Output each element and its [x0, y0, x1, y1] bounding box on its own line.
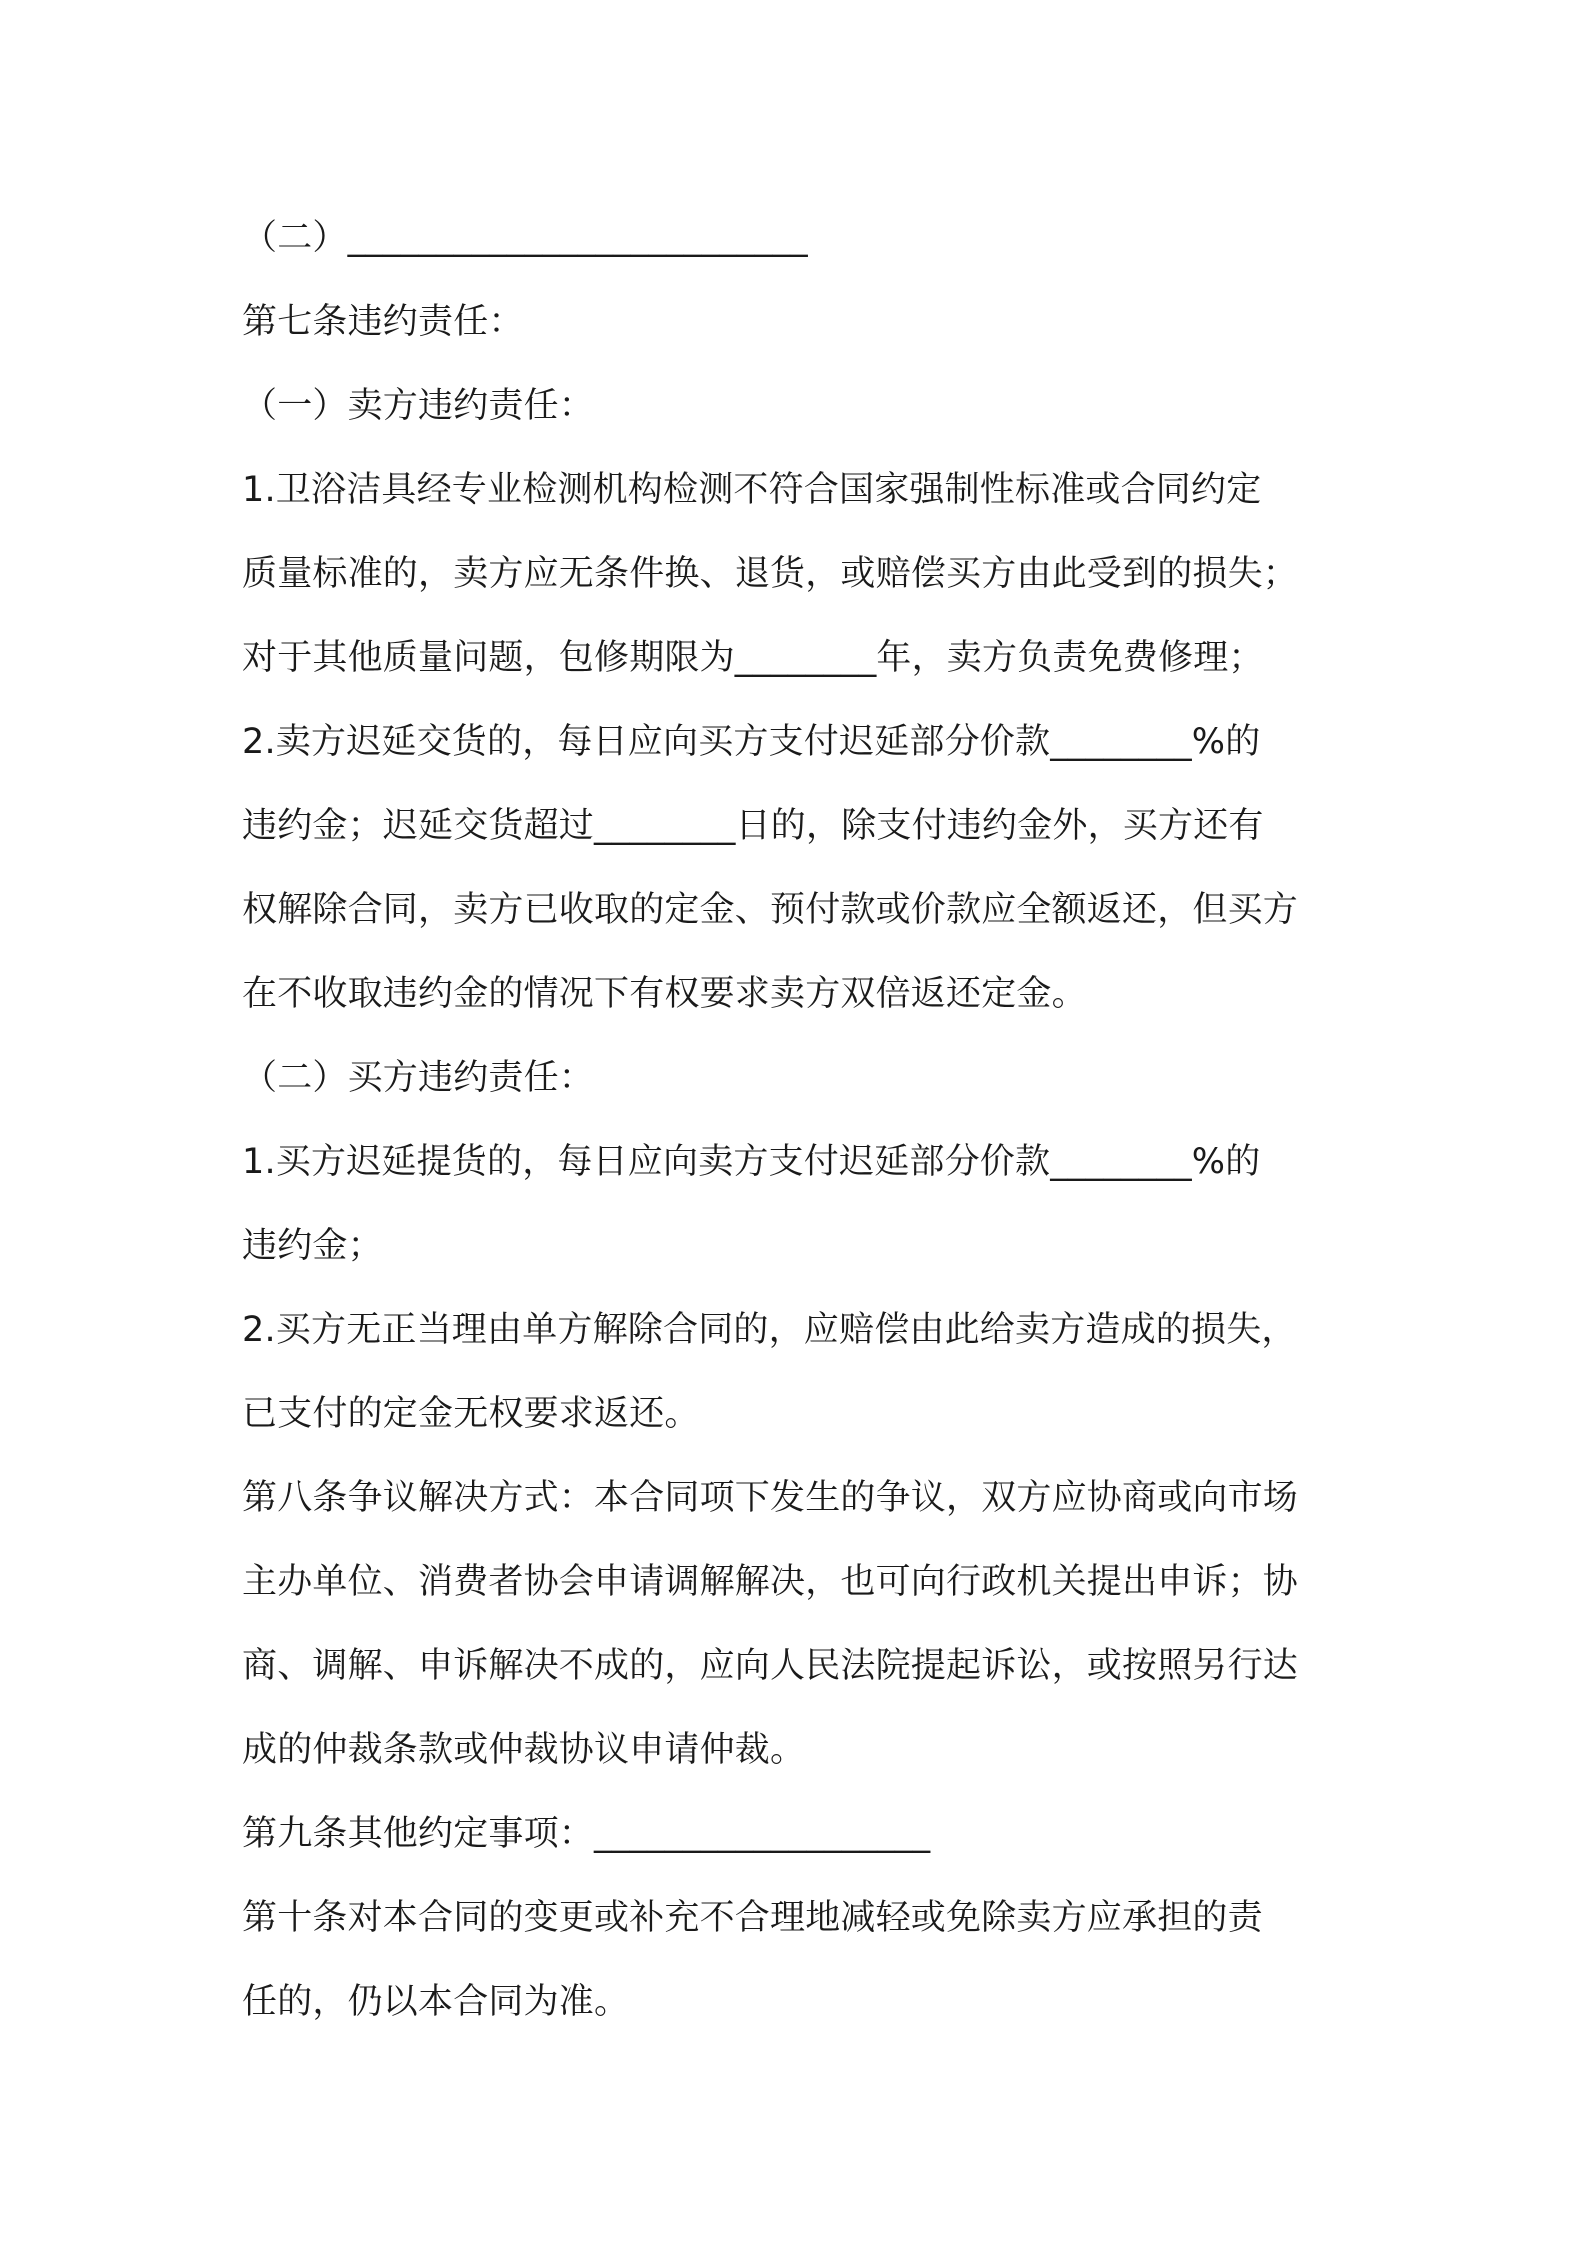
paragraph-line: 1.买方迟延提货的，每日应向卖方支付迟延部分价款________%的: [242, 1142, 1261, 1182]
paragraph-line: 违约金；: [242, 1226, 383, 1266]
paragraph-line: 1.卫浴洁具经专业检测机构检测不符合国家强制性标准或合同约定: [242, 470, 1262, 510]
article-7-heading: 第七条违约责任：: [242, 302, 524, 342]
paragraph-line: 对于其他质量问题，包修期限为________年，卖方负责免费修理；: [242, 638, 1264, 678]
paragraph-line: 已支付的定金无权要求返还。: [242, 1394, 700, 1434]
paragraph-line: 2.卖方迟延交货的，每日应向买方支付迟延部分价款________%的: [242, 722, 1261, 762]
contract-text: [242, 196, 1352, 2044]
article-10-line: 第十条对本合同的变更或补充不合理地减轻或免除卖方应承担的责: [242, 1898, 1263, 1938]
paragraph-line: 2.买方无正当理由单方解除合同的，应赔偿由此给卖方造成的损失，: [242, 1310, 1297, 1350]
buyer-liability-heading: （二）买方违约责任：: [242, 1058, 595, 1098]
paragraph-line: 在不收取违约金的情况下有权要求卖方双倍返还定金。: [242, 974, 1087, 1014]
article-8-line: 第八条争议解决方式：本合同项下发生的争议，双方应协商或向市场: [242, 1478, 1299, 1518]
paragraph-line: 权解除合同，卖方已收取的定金、预付款或价款应全额返还，但买方: [242, 890, 1299, 930]
paragraph-line: 主办单位、消费者协会申请调解解决，也可向行政机关提出申诉；协: [242, 1562, 1299, 1602]
seller-liability-heading: （一）卖方违约责任：: [242, 386, 595, 426]
paragraph-line: 成的仲裁条款或仲裁协议申请仲裁。: [242, 1730, 806, 1770]
section-2-blank-line: （二）__________________________: [242, 218, 808, 258]
paragraph-line: 质量标准的，卖方应无条件换、退货，或赔偿买方由此受到的损失；: [242, 554, 1299, 594]
article-9-line: 第九条其他约定事项：___________________: [242, 1814, 931, 1854]
paragraph-line: 违约金；迟延交货超过________日的，除支付违约金外，买方还有: [242, 806, 1264, 846]
paragraph-line: 任的，仍以本合同为准。: [242, 1982, 630, 2022]
paragraph-line: 商、调解、申诉解决不成的，应向人民法院提起诉讼，或按照另行达: [242, 1646, 1299, 1686]
